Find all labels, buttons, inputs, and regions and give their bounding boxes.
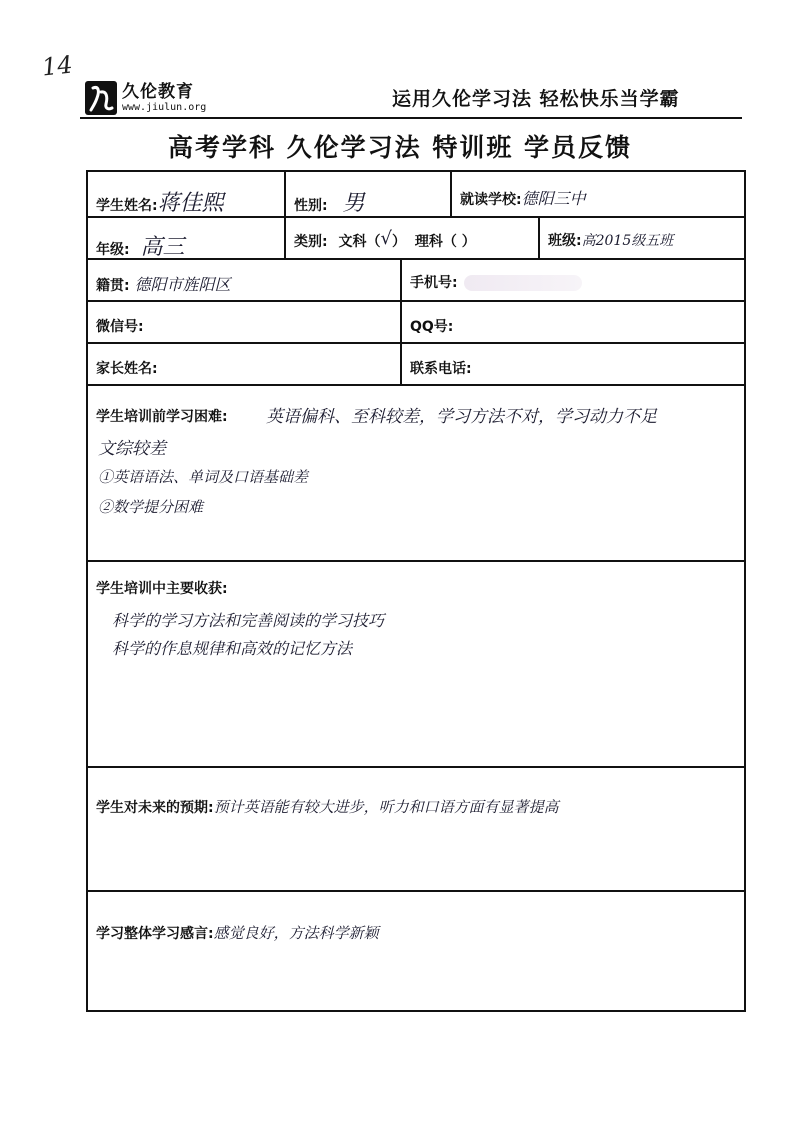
gender-label: 性别: <box>294 198 328 214</box>
wechat-field <box>96 316 144 336</box>
phone-field <box>410 272 582 292</box>
difficulties-line: 英语偏科、至科较差，学习方法不对，学习动力不足 <box>266 407 657 427</box>
school-value: 德阳三中 <box>521 189 586 208</box>
expectation-value: 预计英语能有较大进步，听力和口语方面有显著提高 <box>213 798 559 816</box>
gains-label: 学生培训中主要收获: <box>96 581 228 597</box>
parent-name-label: 家长姓名: <box>96 361 158 377</box>
student-name-value: 蒋佳熙 <box>157 191 224 216</box>
document-title: 高考学科 久伦学习法 特训班 学员反馈 <box>167 133 633 162</box>
logo-name: 久伦教育 <box>122 81 194 102</box>
wechat-label: 微信号: <box>96 319 144 335</box>
school-field <box>460 186 586 209</box>
column-divider <box>284 172 286 258</box>
row-divider <box>88 384 744 386</box>
row-divider <box>88 766 744 768</box>
row-divider <box>88 258 744 260</box>
row-divider <box>88 300 744 302</box>
hometown-label: 籍贯: <box>96 278 130 294</box>
row-divider <box>88 890 744 892</box>
category-arts: 文科（ <box>338 234 381 250</box>
grade-label: 年级: <box>96 242 130 258</box>
page-number: 14 <box>40 50 74 82</box>
feeling-field <box>96 922 379 943</box>
qq-field <box>410 316 453 336</box>
jiulun-logo-icon <box>84 80 118 116</box>
header-divider <box>80 117 742 119</box>
contact-phone-field <box>410 358 472 378</box>
expectation-field <box>96 796 559 817</box>
gender-field <box>294 186 365 217</box>
feedback-form <box>86 170 746 1012</box>
difficulties-line: ②数学提分困难 <box>98 498 204 516</box>
hometown-value: 德阳市旌阳区 <box>134 275 231 294</box>
column-divider <box>450 172 452 216</box>
difficulties-line: 文综较差 <box>98 439 166 459</box>
phone-label: 手机号: <box>410 275 458 291</box>
gains-line: 科学的作息规律和高效的记忆方法 <box>112 639 353 658</box>
class-value: 高2015级五班 <box>581 233 674 249</box>
class-label: 班级: <box>548 233 582 249</box>
gains-line: 科学的学习方法和完善阅读的学习技巧 <box>112 611 385 630</box>
difficulties-label: 学生培训前学习困难: <box>96 409 228 425</box>
logo <box>84 80 206 116</box>
feeling-value: 感觉良好，方法科学新颖 <box>213 924 379 942</box>
category-science: 理科（ ） <box>414 234 476 250</box>
contact-phone-label: 联系电话: <box>410 361 472 377</box>
category-label: 类别: <box>294 234 328 250</box>
row-divider <box>88 560 744 562</box>
class-field <box>548 230 673 250</box>
row-divider <box>88 342 744 344</box>
parent-name-field <box>96 358 158 378</box>
redacted-phone <box>464 275 582 291</box>
category-arts-close: ） <box>391 234 406 250</box>
qq-label: QQ号: <box>410 319 454 335</box>
difficulties-line: ①英语语法、单词及口语基础差 <box>98 468 309 486</box>
column-divider <box>538 216 540 258</box>
feeling-label: 学习整体学习感言: <box>96 926 214 942</box>
grade-field <box>96 230 185 261</box>
check-mark-icon: √ <box>380 228 392 249</box>
logo-url: www.jiulun.org <box>122 101 207 113</box>
category-field <box>294 230 476 251</box>
header-slogan: 运用久伦学习法 轻松快乐当学霸 <box>392 88 680 110</box>
grade-value: 高三 <box>140 235 185 260</box>
column-divider <box>400 258 402 384</box>
expectation-label: 学生对未来的预期: <box>96 800 214 816</box>
hometown-field <box>96 272 231 295</box>
student-name-field <box>96 186 224 217</box>
student-name-label: 学生姓名: <box>96 198 158 214</box>
gender-value: 男 <box>342 191 365 216</box>
school-label: 就读学校: <box>460 192 522 208</box>
